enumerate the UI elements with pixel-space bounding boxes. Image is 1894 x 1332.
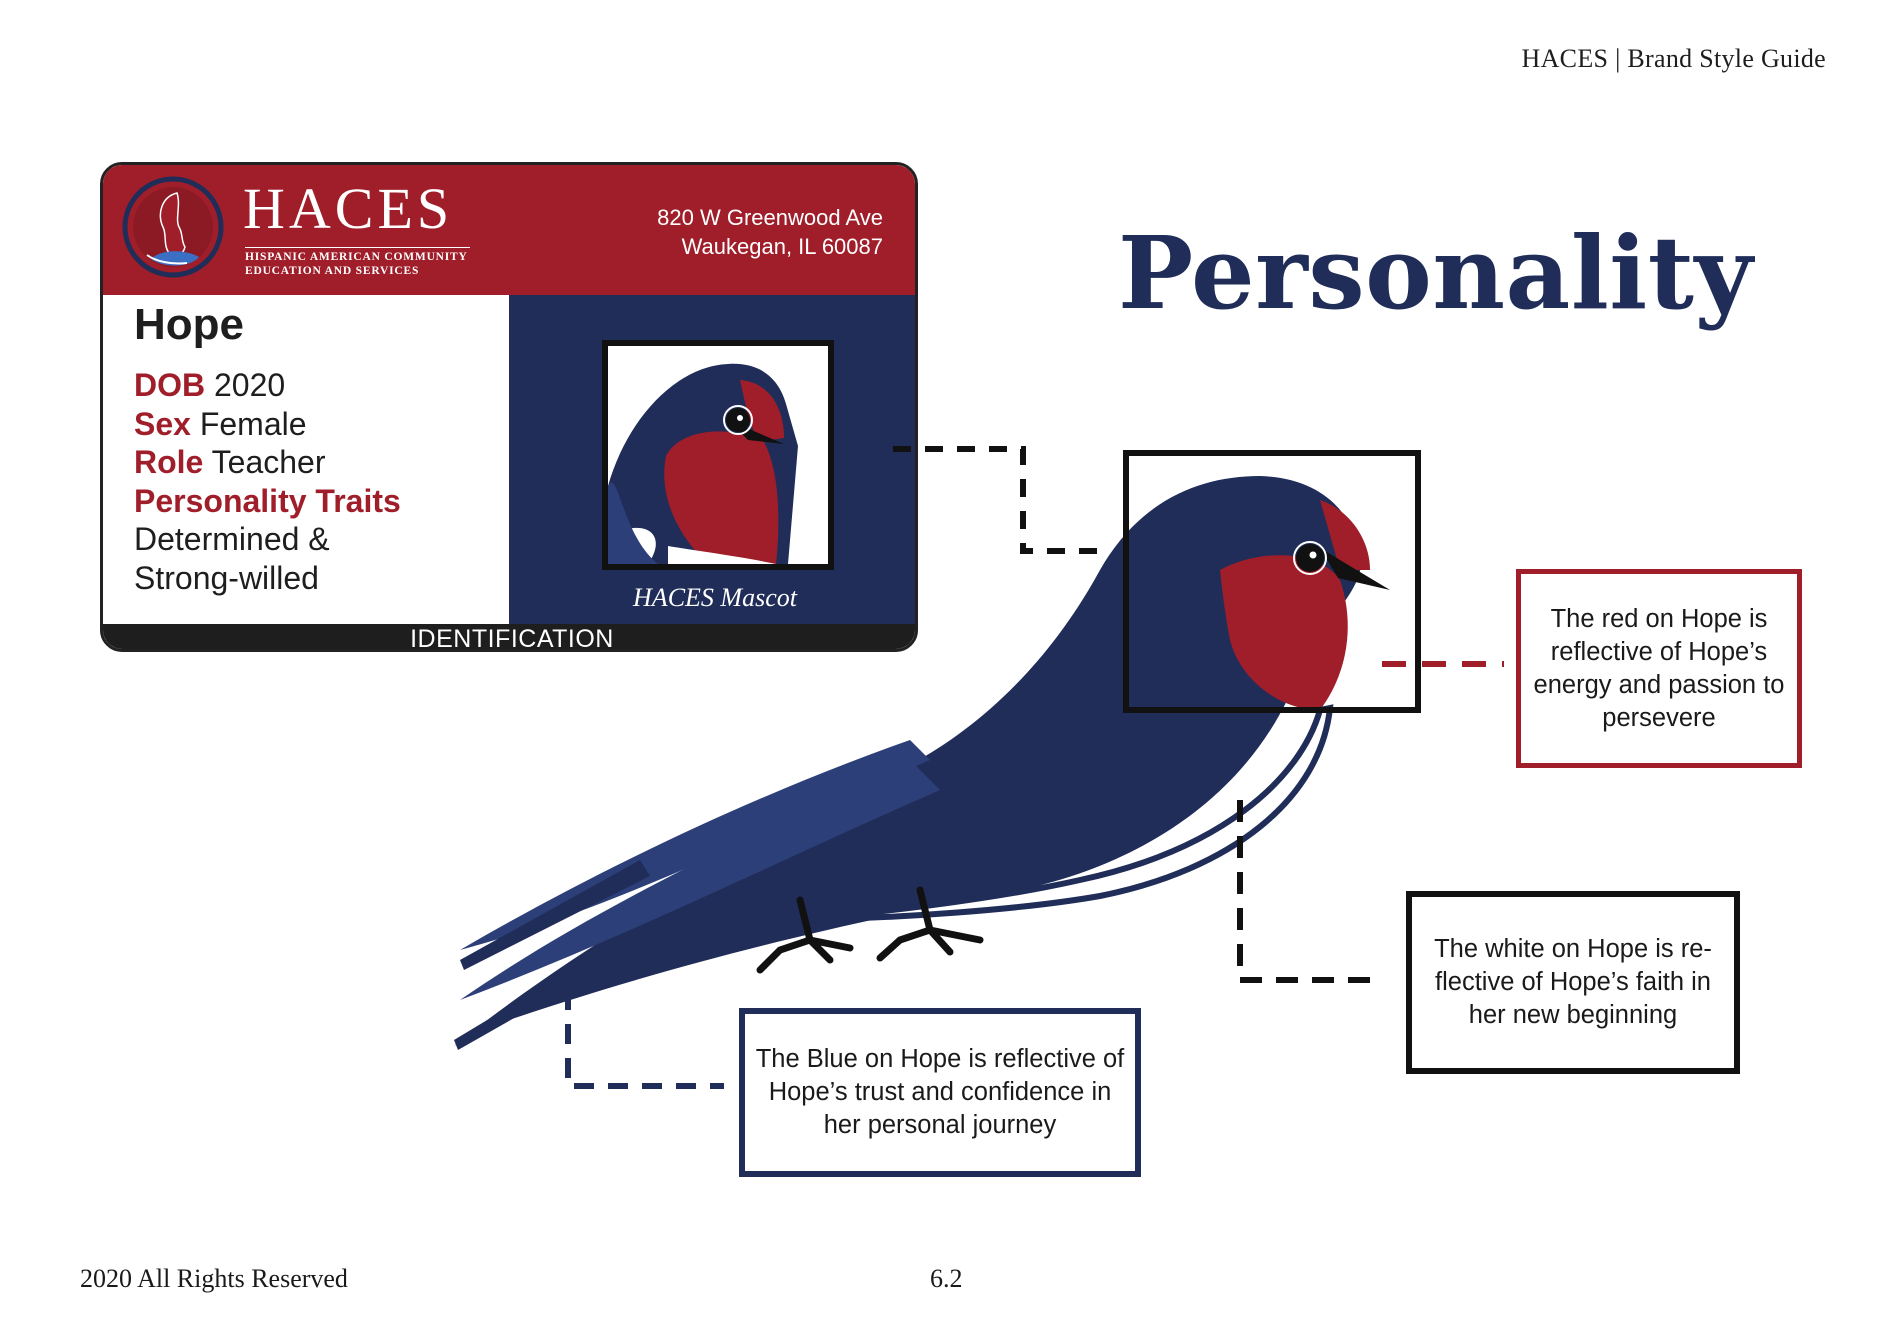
- card-footer-label: IDENTIFICATION: [410, 625, 614, 652]
- card-field-dob-key: DOB: [134, 367, 206, 403]
- card-org-subtitle: [245, 247, 470, 278]
- document-header-title: HACES | Brand Style Guide: [1521, 44, 1826, 73]
- card-field-sex: [134, 405, 401, 444]
- callout-white: The white on Hope is re-flective of Hope’s faith in her new beginning: [1406, 891, 1740, 1074]
- card-address-line2: Waukegan, IL 60087: [681, 234, 883, 259]
- card-traits-line1: Determined &: [134, 521, 330, 557]
- callout-red: The red on Hope is reflective of Hope’s energy and passion to persevere: [1516, 569, 1802, 768]
- card-traits-label: Personality Traits: [134, 482, 401, 519]
- card-traits-line2: Strong-willed: [134, 559, 319, 596]
- footer-copyright: 2020 All Rights Reserved: [80, 1264, 348, 1293]
- card-field-role: [134, 443, 401, 482]
- card-address: [657, 203, 883, 261]
- card-field-dob-value: 2020: [214, 367, 286, 403]
- card-mascot-label: HACES Mascot: [633, 583, 797, 612]
- footer-page-number: 6.2: [930, 1264, 963, 1293]
- haces-logo-icon: [121, 175, 225, 279]
- card-field-dob: [134, 366, 401, 405]
- card-field-role-value: Teacher: [211, 444, 326, 480]
- page-title: Personality: [1118, 214, 1754, 332]
- hope-bird-illustration: [440, 440, 1420, 1080]
- card-field-role-key: Role: [134, 444, 204, 480]
- card-address-line1: 820 W Greenwood Ave: [657, 205, 883, 230]
- card-name: Hope: [134, 300, 244, 349]
- card-org-subtitle-line1: HISPANIC AMERICAN COMMUNITY: [245, 251, 468, 263]
- callout-blue: The Blue on Hope is reflective of Hope’s trust and confidence in her personal journey: [739, 1008, 1141, 1177]
- card-field-sex-value: Female: [199, 405, 307, 442]
- card-fields: [134, 366, 401, 597]
- card-header: [103, 165, 915, 295]
- card-org-name: HACES: [243, 176, 454, 241]
- card-field-sex-key: Sex: [134, 405, 191, 442]
- card-org-subtitle-line2: EDUCATION AND SERVICES: [245, 265, 420, 277]
